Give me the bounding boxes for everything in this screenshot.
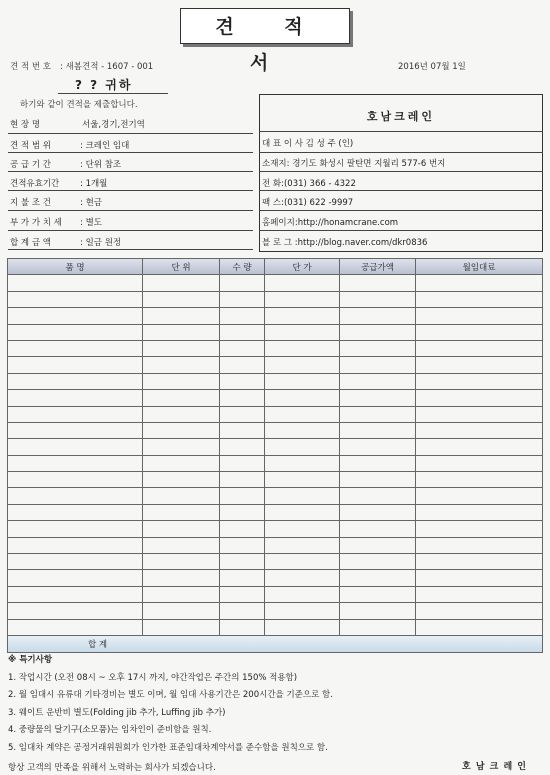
table-cell: [143, 619, 220, 635]
table-row: [8, 291, 543, 307]
table-cell: [416, 324, 543, 340]
intro-text: 하기와 같이 견적을 제출합니다.: [20, 100, 138, 110]
table-cell: [143, 455, 220, 471]
table-cell: [416, 472, 543, 488]
table-cell: [416, 455, 543, 471]
table-cell: [340, 422, 416, 438]
field-label-payment: 지 불 조 건: [10, 198, 51, 208]
field-label-site: 현 장 명: [10, 120, 41, 130]
table-cell: [265, 340, 340, 356]
table-cell: [220, 619, 265, 635]
table-cell: [143, 439, 220, 455]
field-value-scope: : 크레인 임대: [80, 141, 130, 151]
table-cell: [265, 406, 340, 422]
table-cell: [416, 308, 543, 324]
table-row: [8, 406, 543, 422]
table-cell: [416, 521, 543, 537]
table-cell: [8, 291, 143, 307]
table-cell: [143, 291, 220, 307]
table-cell: [8, 390, 143, 406]
table-cell: [265, 521, 340, 537]
table-cell: [8, 521, 143, 537]
field-value-validity: : 1개월: [80, 179, 108, 189]
table-cell: [340, 488, 416, 504]
table-cell: [8, 308, 143, 324]
table-cell: [8, 504, 143, 520]
footer-company: 호 남 크 레 인: [462, 762, 528, 772]
table-cell: [340, 340, 416, 356]
field-value-payment: : 현금: [80, 198, 102, 208]
table-cell: [416, 570, 543, 586]
table-cell: [143, 308, 220, 324]
table-cell: [220, 554, 265, 570]
table-row: [8, 390, 543, 406]
table-row: [8, 357, 543, 373]
table-cell: [143, 324, 220, 340]
table-row: [8, 324, 543, 340]
table-cell: [220, 521, 265, 537]
table-cell: [143, 521, 220, 537]
special-notes: [8, 652, 544, 757]
table-cell: [143, 275, 220, 291]
table-cell: [416, 619, 543, 635]
table-cell: [220, 340, 265, 356]
table-cell: [340, 455, 416, 471]
table-cell: [340, 390, 416, 406]
table-row: [8, 373, 543, 389]
table-row: [8, 504, 543, 520]
table-cell: [340, 521, 416, 537]
table-cell: [220, 390, 265, 406]
table-row: [8, 603, 543, 619]
table-cell: [265, 439, 340, 455]
table-cell: [416, 340, 543, 356]
table-cell: [8, 537, 143, 553]
table-cell: [265, 619, 340, 635]
table-cell: [416, 439, 543, 455]
company-name: 호남크레인: [366, 110, 436, 123]
table-cell: [8, 455, 143, 471]
table-cell: [8, 357, 143, 373]
table-row: [8, 570, 543, 586]
table-cell: [416, 554, 543, 570]
table-cell: [340, 357, 416, 373]
table-cell: [220, 472, 265, 488]
table-cell: [265, 586, 340, 602]
table-cell: [8, 586, 143, 602]
items-table: [7, 258, 543, 653]
table-cell: [340, 439, 416, 455]
table-row: [8, 422, 543, 438]
field-label-total: 합 계 금 액: [10, 238, 51, 248]
table-cell: [143, 406, 220, 422]
company-blog: 블 로 그 :http://blog.naver.com/dkr0836: [262, 238, 428, 248]
table-cell: [143, 422, 220, 438]
estimate-date: 2016년 07월 1일: [398, 62, 466, 72]
table-cell: [416, 537, 543, 553]
table-cell: [340, 586, 416, 602]
table-cell: [265, 603, 340, 619]
table-cell: [265, 275, 340, 291]
table-cell: [265, 488, 340, 504]
table-cell: [265, 324, 340, 340]
table-cell: [265, 357, 340, 373]
table-cell: [8, 422, 143, 438]
table-row: [8, 472, 543, 488]
note-item: 2. 월 임대시 유류대 기타경비는 별도 이며, 월 임대 사용기간은 200시간을 기준으로 함.: [8, 690, 333, 700]
table-cell: [220, 373, 265, 389]
table-row: [8, 521, 543, 537]
table-cell: [265, 422, 340, 438]
estimate-number-value: : 새봄견적 - 1607 - 001: [60, 62, 154, 72]
table-cell: [220, 603, 265, 619]
table-cell: [220, 570, 265, 586]
field-value-vat: : 별도: [80, 218, 102, 228]
table-cell: [143, 554, 220, 570]
header-item-name: 품 명: [8, 259, 143, 275]
table-cell: [340, 406, 416, 422]
table-cell: [340, 291, 416, 307]
table-cell: [220, 455, 265, 471]
table-cell: [220, 586, 265, 602]
document-title: 견 적 서: [180, 8, 350, 44]
table-cell: [143, 340, 220, 356]
table-cell: [340, 554, 416, 570]
header-unit: 단 위: [143, 259, 220, 275]
header-unit-price: 단 가: [265, 259, 340, 275]
table-cell: [143, 357, 220, 373]
table-cell: [265, 373, 340, 389]
table-body: [8, 275, 543, 636]
table-cell: [8, 439, 143, 455]
field-label-validity: 견적유효기간: [10, 179, 60, 189]
table-row: [8, 275, 543, 291]
table-cell: [416, 603, 543, 619]
table-row: [8, 439, 543, 455]
table-cell: [340, 603, 416, 619]
table-cell: [265, 291, 340, 307]
table-cell: [8, 603, 143, 619]
header-monthly-rent: 월임대료: [416, 259, 543, 275]
table-row: [8, 488, 543, 504]
table-cell: [416, 422, 543, 438]
table-cell: [143, 586, 220, 602]
table-cell: [143, 390, 220, 406]
table-row: [8, 340, 543, 356]
field-label-vat: 부 가 가 치 세: [10, 218, 62, 228]
table-cell: [265, 472, 340, 488]
total-row: [8, 635, 543, 652]
table-row: [8, 537, 543, 553]
note-item: 5. 임대차 계약은 공정거래위원회가 인가한 표준임대차계약서를 준수함을 원칙으로 함.: [8, 742, 328, 753]
table-cell: [143, 373, 220, 389]
table-cell: [340, 308, 416, 324]
notes-heading: ※ 특기사항: [8, 655, 53, 665]
table-cell: [143, 537, 220, 553]
recipient: ? ? 귀하: [75, 78, 133, 92]
table-cell: [143, 472, 220, 488]
table-cell: [416, 373, 543, 389]
field-value-period: : 단위 참조: [80, 160, 122, 170]
table-cell: [416, 504, 543, 520]
table-cell: [8, 373, 143, 389]
table-cell: [265, 570, 340, 586]
total-label: 합 계: [8, 635, 543, 652]
table-row: [8, 455, 543, 471]
table-cell: [220, 488, 265, 504]
company-representative: 대 표 이 사 김 성 주 (인): [262, 139, 354, 149]
table-cell: [265, 504, 340, 520]
field-value-site: 서울,경기,전기역: [82, 120, 145, 130]
table-cell: [265, 308, 340, 324]
table-cell: [416, 291, 543, 307]
table-cell: [220, 275, 265, 291]
table-cell: [8, 324, 143, 340]
table-cell: [8, 570, 143, 586]
table-cell: [340, 373, 416, 389]
table-cell: [220, 504, 265, 520]
estimate-number-label: 견 적 번 호: [10, 62, 51, 72]
table-cell: [340, 619, 416, 635]
table-cell: [416, 406, 543, 422]
footer-slogan: 항상 고객의 만족을 위해서 노력하는 회사가 되겠습니다.: [8, 763, 216, 773]
header-supply-amount: 공급가액: [340, 259, 416, 275]
table-cell: [220, 291, 265, 307]
table-cell: [340, 324, 416, 340]
table-cell: [143, 488, 220, 504]
table-cell: [265, 455, 340, 471]
table-cell: [220, 537, 265, 553]
table-cell: [8, 488, 143, 504]
table-cell: [265, 537, 340, 553]
table-cell: [143, 504, 220, 520]
table-cell: [340, 570, 416, 586]
table-cell: [143, 603, 220, 619]
note-item: 3. 웨이트 운반비 별도(Folding jib 추가, Luffing jib 추가): [8, 707, 226, 718]
table-cell: [220, 308, 265, 324]
table-cell: [8, 406, 143, 422]
field-value-total: : 일금 원정: [80, 238, 122, 248]
table-cell: [416, 390, 543, 406]
company-fax: 팩 스:(031) 622 -9997: [262, 198, 354, 208]
table-cell: [8, 275, 143, 291]
note-item: 1. 작업시간 (오전 08시 ~ 오후 17시 까지, 야간작업은 주간의 150% 적용함): [8, 672, 298, 683]
field-label-scope: 견 적 범 위: [10, 141, 51, 151]
table-cell: [220, 357, 265, 373]
table-cell: [220, 439, 265, 455]
table-cell: [220, 422, 265, 438]
table-row: [8, 308, 543, 324]
table-cell: [340, 537, 416, 553]
table-cell: [8, 340, 143, 356]
header-quantity: 수 량: [220, 259, 265, 275]
company-phone: 전 화:(031) 366 - 4322: [262, 179, 356, 189]
table-cell: [416, 275, 543, 291]
table-cell: [220, 406, 265, 422]
table-cell: [340, 504, 416, 520]
field-label-period: 공 급 기 간: [10, 160, 51, 170]
table-cell: [416, 586, 543, 602]
table-row: [8, 586, 543, 602]
table-cell: [8, 554, 143, 570]
table-cell: [340, 472, 416, 488]
table-cell: [8, 619, 143, 635]
table-row: [8, 554, 543, 570]
table-cell: [265, 390, 340, 406]
table-row: [8, 619, 543, 635]
company-info-box: [259, 94, 543, 252]
company-homepage: 홈페이지:http://honamcrane.com: [262, 218, 399, 228]
table-cell: [416, 488, 543, 504]
table-cell: [340, 275, 416, 291]
table-cell: [416, 357, 543, 373]
table-cell: [265, 554, 340, 570]
table-cell: [220, 324, 265, 340]
table-cell: [143, 570, 220, 586]
note-item: 4. 중량물의 달기구(소모품)는 임차인이 준비함을 원칙.: [8, 725, 212, 735]
table-header-row: [8, 259, 543, 275]
table-cell: [8, 472, 143, 488]
company-address: 소재지: 경기도 화성시 팔탄면 지월리 577-6 번지: [262, 159, 446, 169]
